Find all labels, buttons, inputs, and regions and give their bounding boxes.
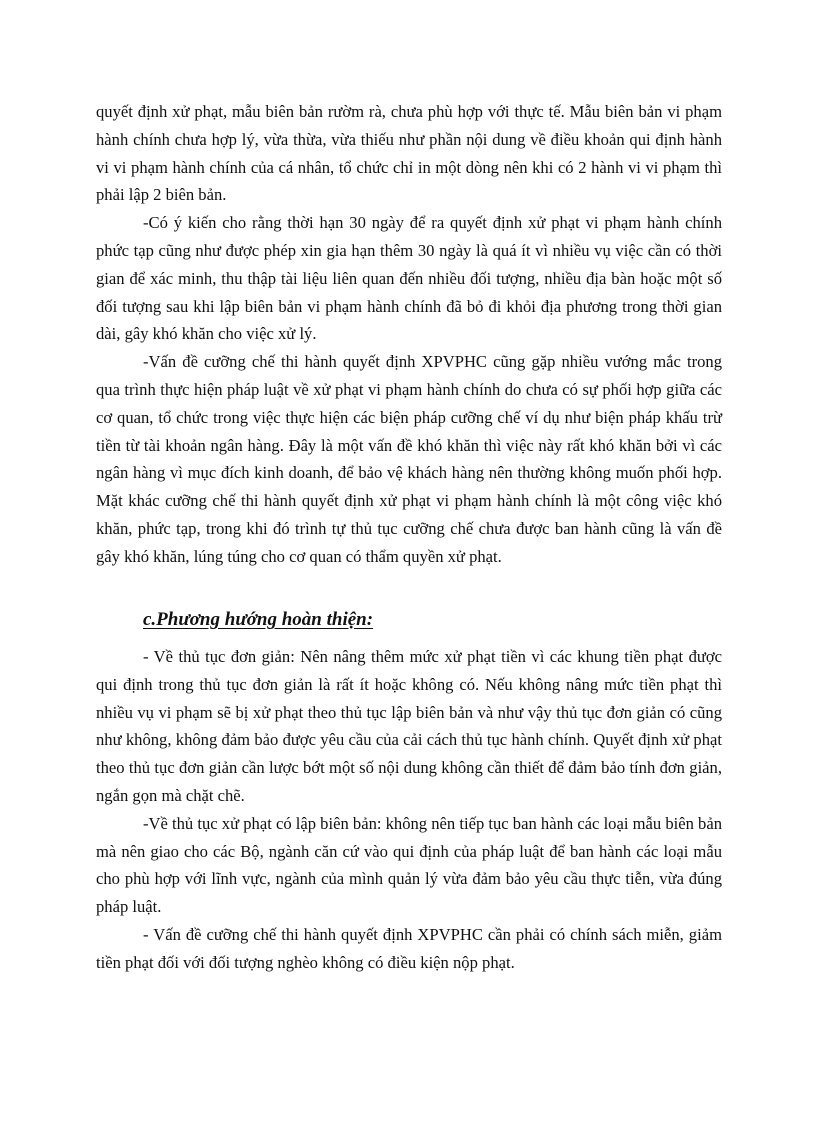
paragraph-enforcement: -Vấn đề cưỡng chế thi hành quyết định XPVPHC cũng gặp nhiều vướng mắc trong qua trình thực hiện pháp luật về xử phạt vi phạm hành chính do chưa có sự phối hợp giữa các cơ quan, tổ chức trong việc thực hiện các biện pháp cưỡng chế ví dụ như biện pháp khấu trừ tiền từ tài khoản ngân hàng. Đây là một vấn đề khó khăn thì việc này rất khó khăn bởi vì các ngân hàng vì mục đích kinh doanh, để bảo vệ khách hàng nên thường không muốn phối hợp. Mặt khác cưỡng chế thi hành quyết định xử phạt vi phạm hành chính là một công việc khó khăn, phức tạp, trong khi đó trình tự thủ tục cưỡng chế chưa được ban hành cũng là vấn đề gây khó khăn, lúng túng cho cơ quan có thẩm quyền xử phạt. (96, 352, 722, 566)
paragraph-record-procedure: -Về thủ tục xử phạt có lập biên bản: không nên tiếp tục ban hành các loại mẫu biên bản mà nên giao cho các Bộ, ngành căn cứ vào qui định của pháp luật để ban hành các loại mẫu cho phù hợp với lĩnh vực, ngành của mình quản lý vừa đảm bảo yêu cầu thực tiễn, vừa đúng pháp luật. (96, 813, 722, 917)
paragraph-continuation: quyết định xử phạt, mẫu biên bản rườm rà, chưa phù hợp với thực tế. Mẫu biên bản vi phạm hành chính chưa hợp lý, vừa thừa, vừa thiếu như phần nội dung về điều khoản qui định hành vi vi phạm hành chính của cá nhân, tổ chức chỉ in một dòng nên khi có 2 hành vi vi phạm thì phải lập 2 biên bản. (96, 102, 722, 205)
body-text-top (96, 98, 722, 571)
body-text-bottom (96, 643, 722, 977)
section-heading: c.Phương hướng hoàn thiện: (143, 609, 374, 630)
paragraph-enforcement-policy: - Vấn đề cưỡng chế thi hành quyết định XPVPHC cần phải có chính sách miễn, giảm tiền phạt đối với đối tượng nghèo không có điều kiện nộp phạt. (96, 924, 722, 972)
paragraph-simple-procedure: - Về thủ tục đơn giản: Nên nâng thêm mức xử phạt tiền vì các khung tiền phạt được qui định trong thủ tục đơn giản là rất ít hoặc không có. Nếu không nâng mức tiền phạt thì nhiều vụ vi phạm sẽ bị xử phạt theo thủ tục lập biên bản và như vậy thủ tục đơn giản có cũng như không, không đảm bảo được yêu cầu của cải cách thủ tục hành chính. Quyết định xử phạt theo thủ tục đơn giản cần lược bớt một số nội dung không cần thiết để đảm bảo tính đơn giản, ngắn gọn mà chặt chẽ. (96, 647, 722, 805)
paragraph-time-limit: -Có ý kiến cho rằng thời hạn 30 ngày để ra quyết định xử phạt vi phạm hành chính phức tạp cũng như được phép xin gia hạn thêm 30 ngày là quá ít vì nhiều vụ việc cần có thời gian để xác minh, thu thập tài liệu liên quan đến nhiều đối tượng, nhiều địa bàn hoặc một số đối tượng sau khi lập biên bản vi phạm hành chính đã bỏ đi khỏi địa phương trong thời gian dài, gây khó khăn cho việc xử lý. (96, 213, 722, 344)
